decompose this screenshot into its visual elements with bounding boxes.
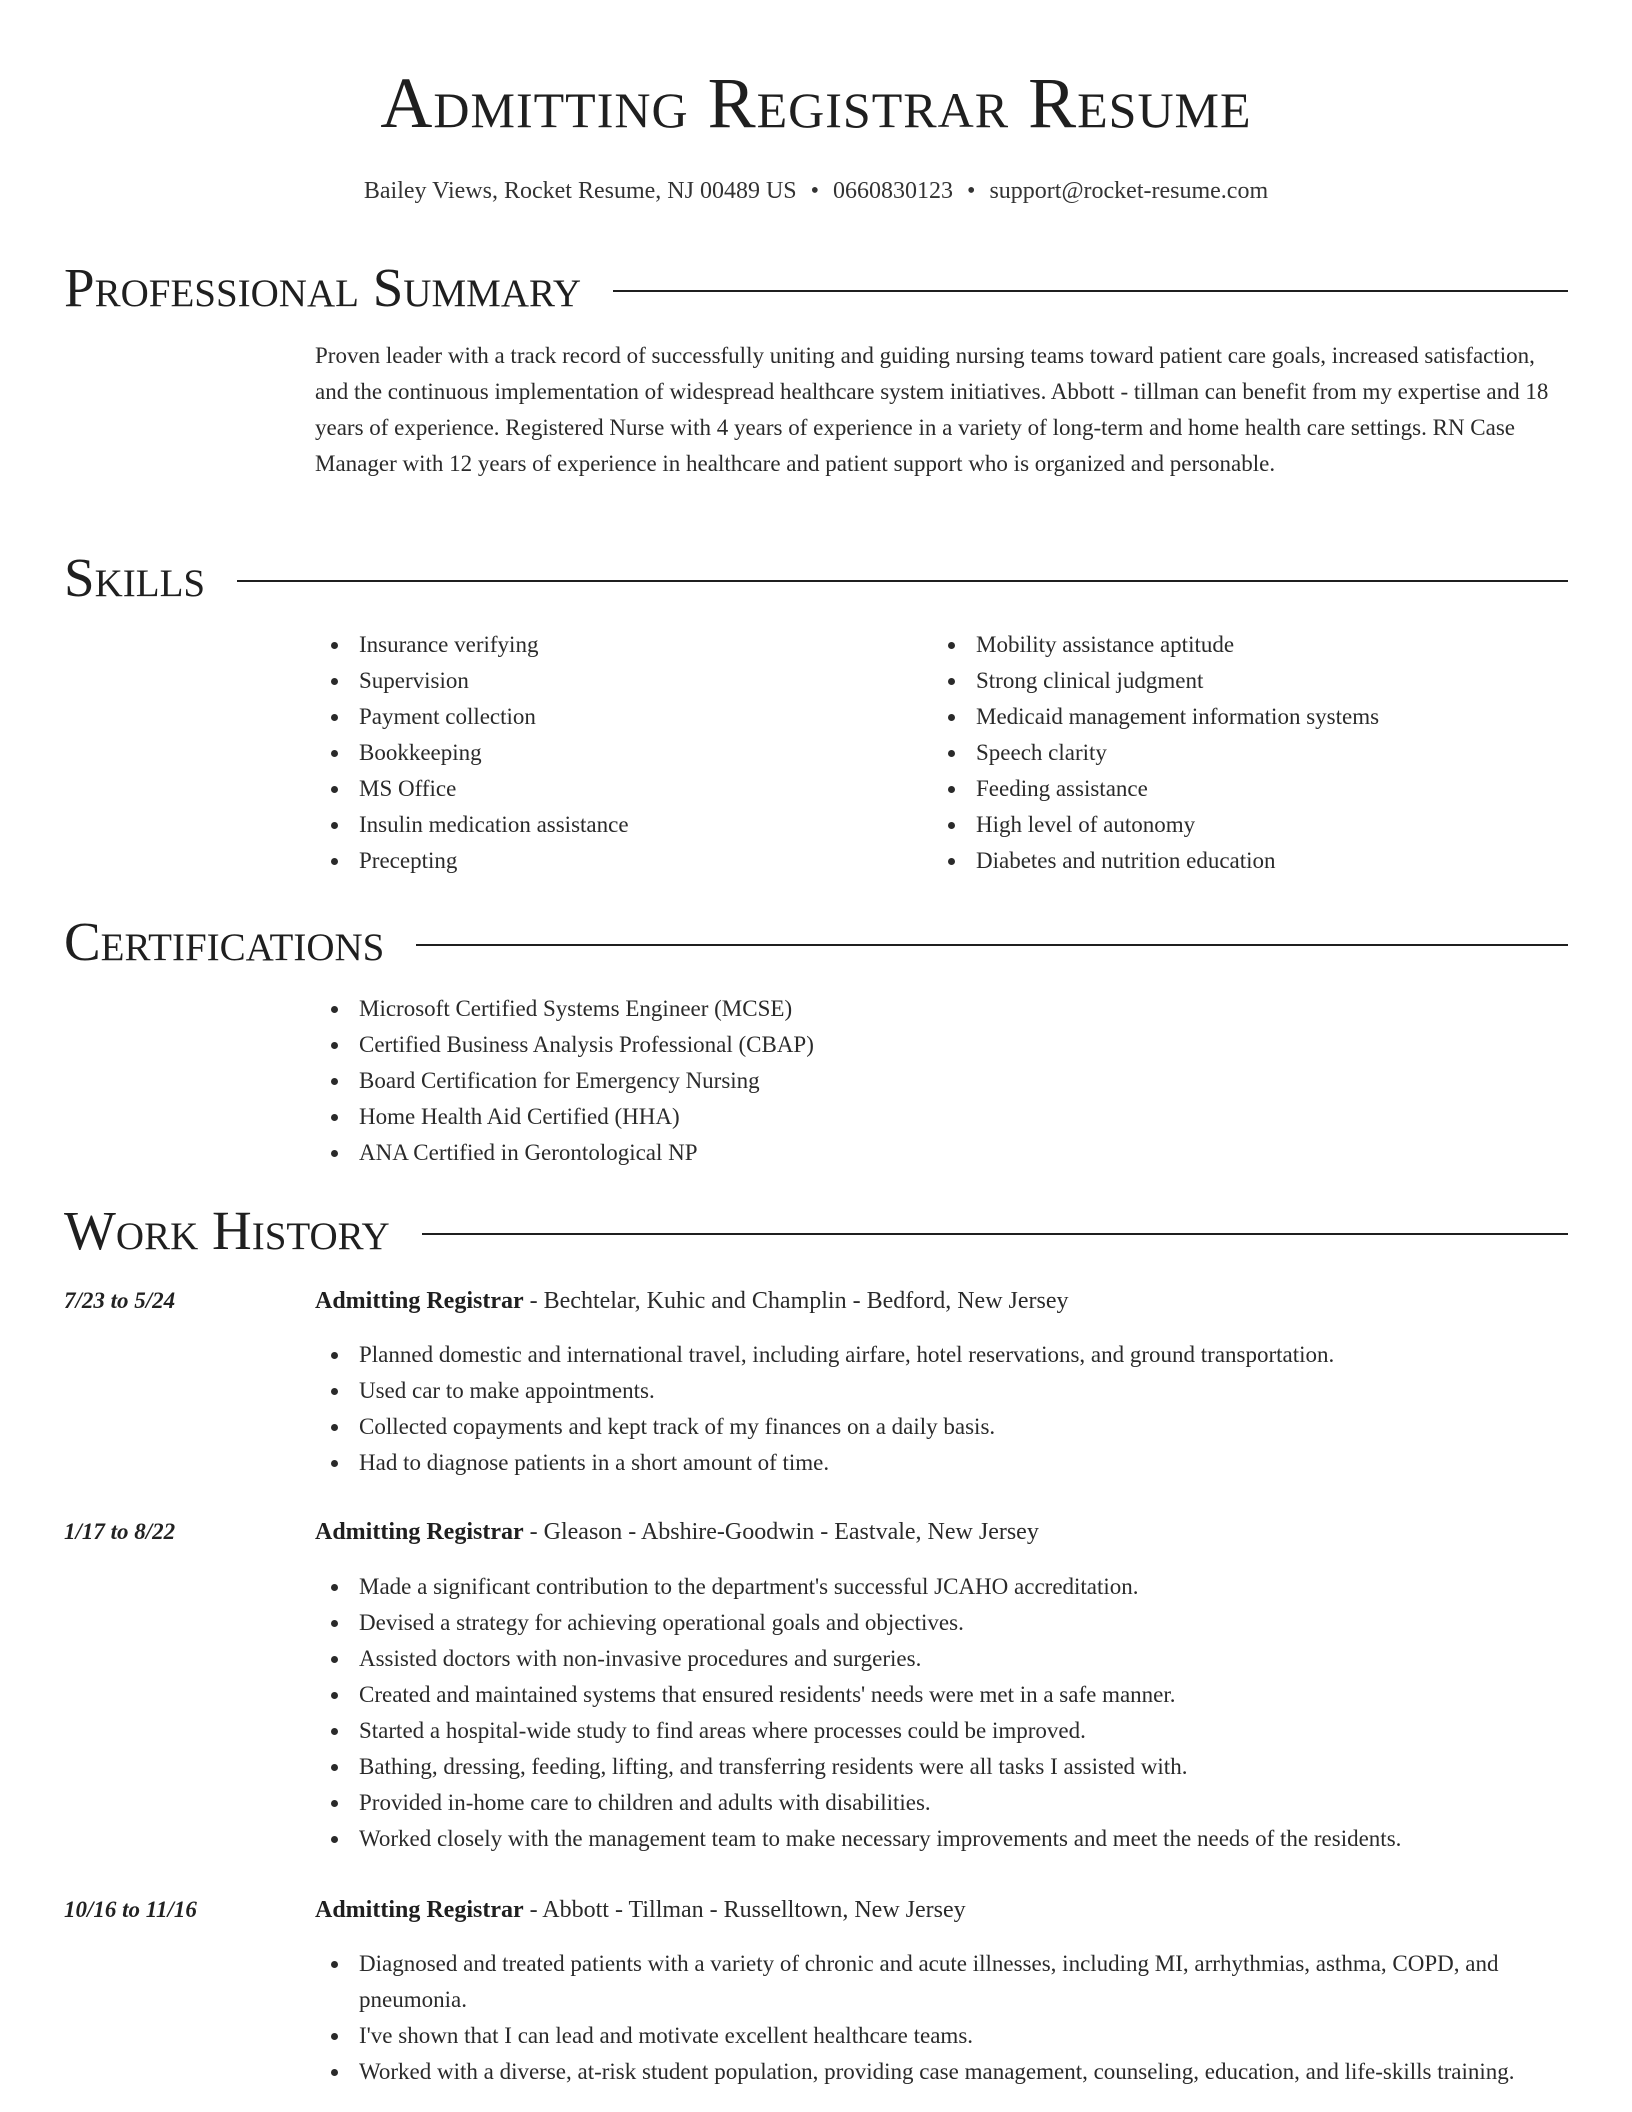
job-bullet: Worked closely with the management team to make necessary improvements and meet the needs of the residents. [315, 1821, 1570, 1857]
skills-heading-text: Skills [64, 547, 206, 608]
skill-item: Mobility assistance aptitude [932, 627, 1572, 663]
skill-item: Insurance verifying [315, 627, 915, 663]
skills-heading [64, 546, 1568, 610]
job-bullet: Worked with a diverse, at-risk student population, providing case management, counseling, education, and life-skills training. [315, 2054, 1570, 2090]
contact-phone: 0660830123 [833, 178, 954, 204]
skill-item: Strong clinical judgment [932, 663, 1572, 699]
job-bullet: Devised a strategy for achieving operational goals and objectives. [315, 1605, 1570, 1641]
skill-item: Diabetes and nutrition education [932, 843, 1572, 879]
skill-item: Payment collection [315, 699, 915, 735]
skill-item: Feeding assistance [932, 771, 1572, 807]
contact-email: support@rocket-resume.com [989, 178, 1269, 204]
contact-separator: • [967, 178, 976, 204]
job-bullet: Collected copayments and kept track of my finances on a daily basis. [315, 1409, 1570, 1445]
certifications-list [315, 991, 1570, 1171]
skill-item: Supervision [315, 663, 915, 699]
certification-item: Board Certification for Emergency Nursing [315, 1063, 1570, 1099]
job-bullet: Had to diagnose patients in a short amount of time. [315, 1445, 1570, 1481]
skill-item: High level of autonomy [932, 807, 1572, 843]
job-title: Admitting Registrar [315, 1519, 524, 1545]
skill-item: MS Office [315, 771, 915, 807]
job-dates: 7/23 to 5/24 [64, 1288, 176, 1313]
job-bullet: Made a significant contribution to the department's successful JCAHO accreditation. [315, 1569, 1570, 1605]
job-bullet: Started a hospital-wide study to find areas where processes could be improved. [315, 1713, 1570, 1749]
resume-title: Admitting Registrar Resume [380, 63, 1252, 143]
summary-text: Proven leader with a track record of successfully uniting and guiding nursing teams toward patient care goals, increased satisfaction, and the continuous implementation of widespread healthcare system initiatives. Abbott - tillman can benefit from my expertise and 18 years of experience. Registered Nurse with 4 years of experience in a variety of long-term and home health care settings. RN Case Manager with 12 years of experience in healthcare and patient support who is organized and personable. [315, 343, 1549, 476]
job-bullet: Diagnosed and treated patients with a variety of chronic and acute illnesses, including MI, arrhythmias, asthma, COPD, and pneumonia. [315, 1946, 1570, 2018]
job-bullets [315, 1569, 1570, 1857]
job-bullet: I've shown that I can lead and motivate excellent healthcare teams. [315, 2018, 1570, 2054]
certifications-heading-text: Certifications [64, 911, 385, 972]
job-dates: 1/17 to 8/22 [64, 1519, 176, 1544]
work-history-heading-text: Work History [64, 1200, 390, 1261]
job-bullets [315, 1337, 1570, 1481]
certification-item: ANA Certified in Gerontological NP [315, 1135, 1570, 1171]
summary-heading [64, 256, 1568, 320]
job-title: Admitting Registrar [315, 1288, 524, 1314]
job-bullet: Planned domestic and international travel, including airfare, hotel reservations, and ground transportation. [315, 1337, 1570, 1373]
job-title-line [315, 1516, 1039, 1548]
skill-item: Medicaid management information systems [932, 699, 1572, 735]
contact-separator: • [810, 178, 820, 204]
certification-item: Certified Business Analysis Professional (CBAP) [315, 1027, 1570, 1063]
summary-heading-text: Professional Summary [64, 257, 582, 318]
contact-address: Bailey Views, Rocket Resume, NJ 00489 US [363, 178, 797, 204]
job-bullets [315, 1946, 1570, 2090]
skill-item: Precepting [315, 843, 915, 879]
job-employer: - Gleason - Abshire-Goodwin - Eastvale, New Jersey [523, 1519, 1039, 1545]
job-bullet: Assisted doctors with non-invasive procedures and surgeries. [315, 1641, 1570, 1677]
section-divider [237, 580, 1568, 582]
job-title-line [315, 1285, 1069, 1317]
skills-list-right [932, 627, 1572, 879]
job-bullet: Bathing, dressing, feeding, lifting, and transferring residents were all tasks I assisted with. [315, 1749, 1570, 1785]
work-history-heading [64, 1199, 1568, 1263]
certification-item: Microsoft Certified Systems Engineer (MCSE) [315, 991, 1570, 1027]
contact-line [0, 176, 1632, 206]
skill-item: Bookkeeping [315, 735, 915, 771]
skill-item: Insulin medication assistance [315, 807, 915, 843]
certification-item: Home Health Aid Certified (HHA) [315, 1099, 1570, 1135]
job-bullet: Provided in-home care to children and adults with disabilities. [315, 1785, 1570, 1821]
skill-item: Speech clarity [932, 735, 1572, 771]
skills-list-left [315, 627, 915, 879]
job-dates: 10/16 to 11/16 [64, 1897, 197, 1922]
job-title-line [315, 1894, 966, 1926]
section-divider [416, 944, 1568, 946]
section-divider [422, 1233, 1568, 1235]
job-title: Admitting Registrar [315, 1897, 524, 1923]
job-employer: - Abbott - Tillman - Russelltown, New Jersey [523, 1897, 966, 1923]
job-employer: - Bechtelar, Kuhic and Champlin - Bedford, New Jersey [523, 1288, 1069, 1314]
section-divider [613, 290, 1568, 292]
certifications-heading [64, 910, 1568, 974]
job-bullet: Used car to make appointments. [315, 1373, 1570, 1409]
job-bullet: Created and maintained systems that ensured residents' needs were met in a safe manner. [315, 1677, 1570, 1713]
